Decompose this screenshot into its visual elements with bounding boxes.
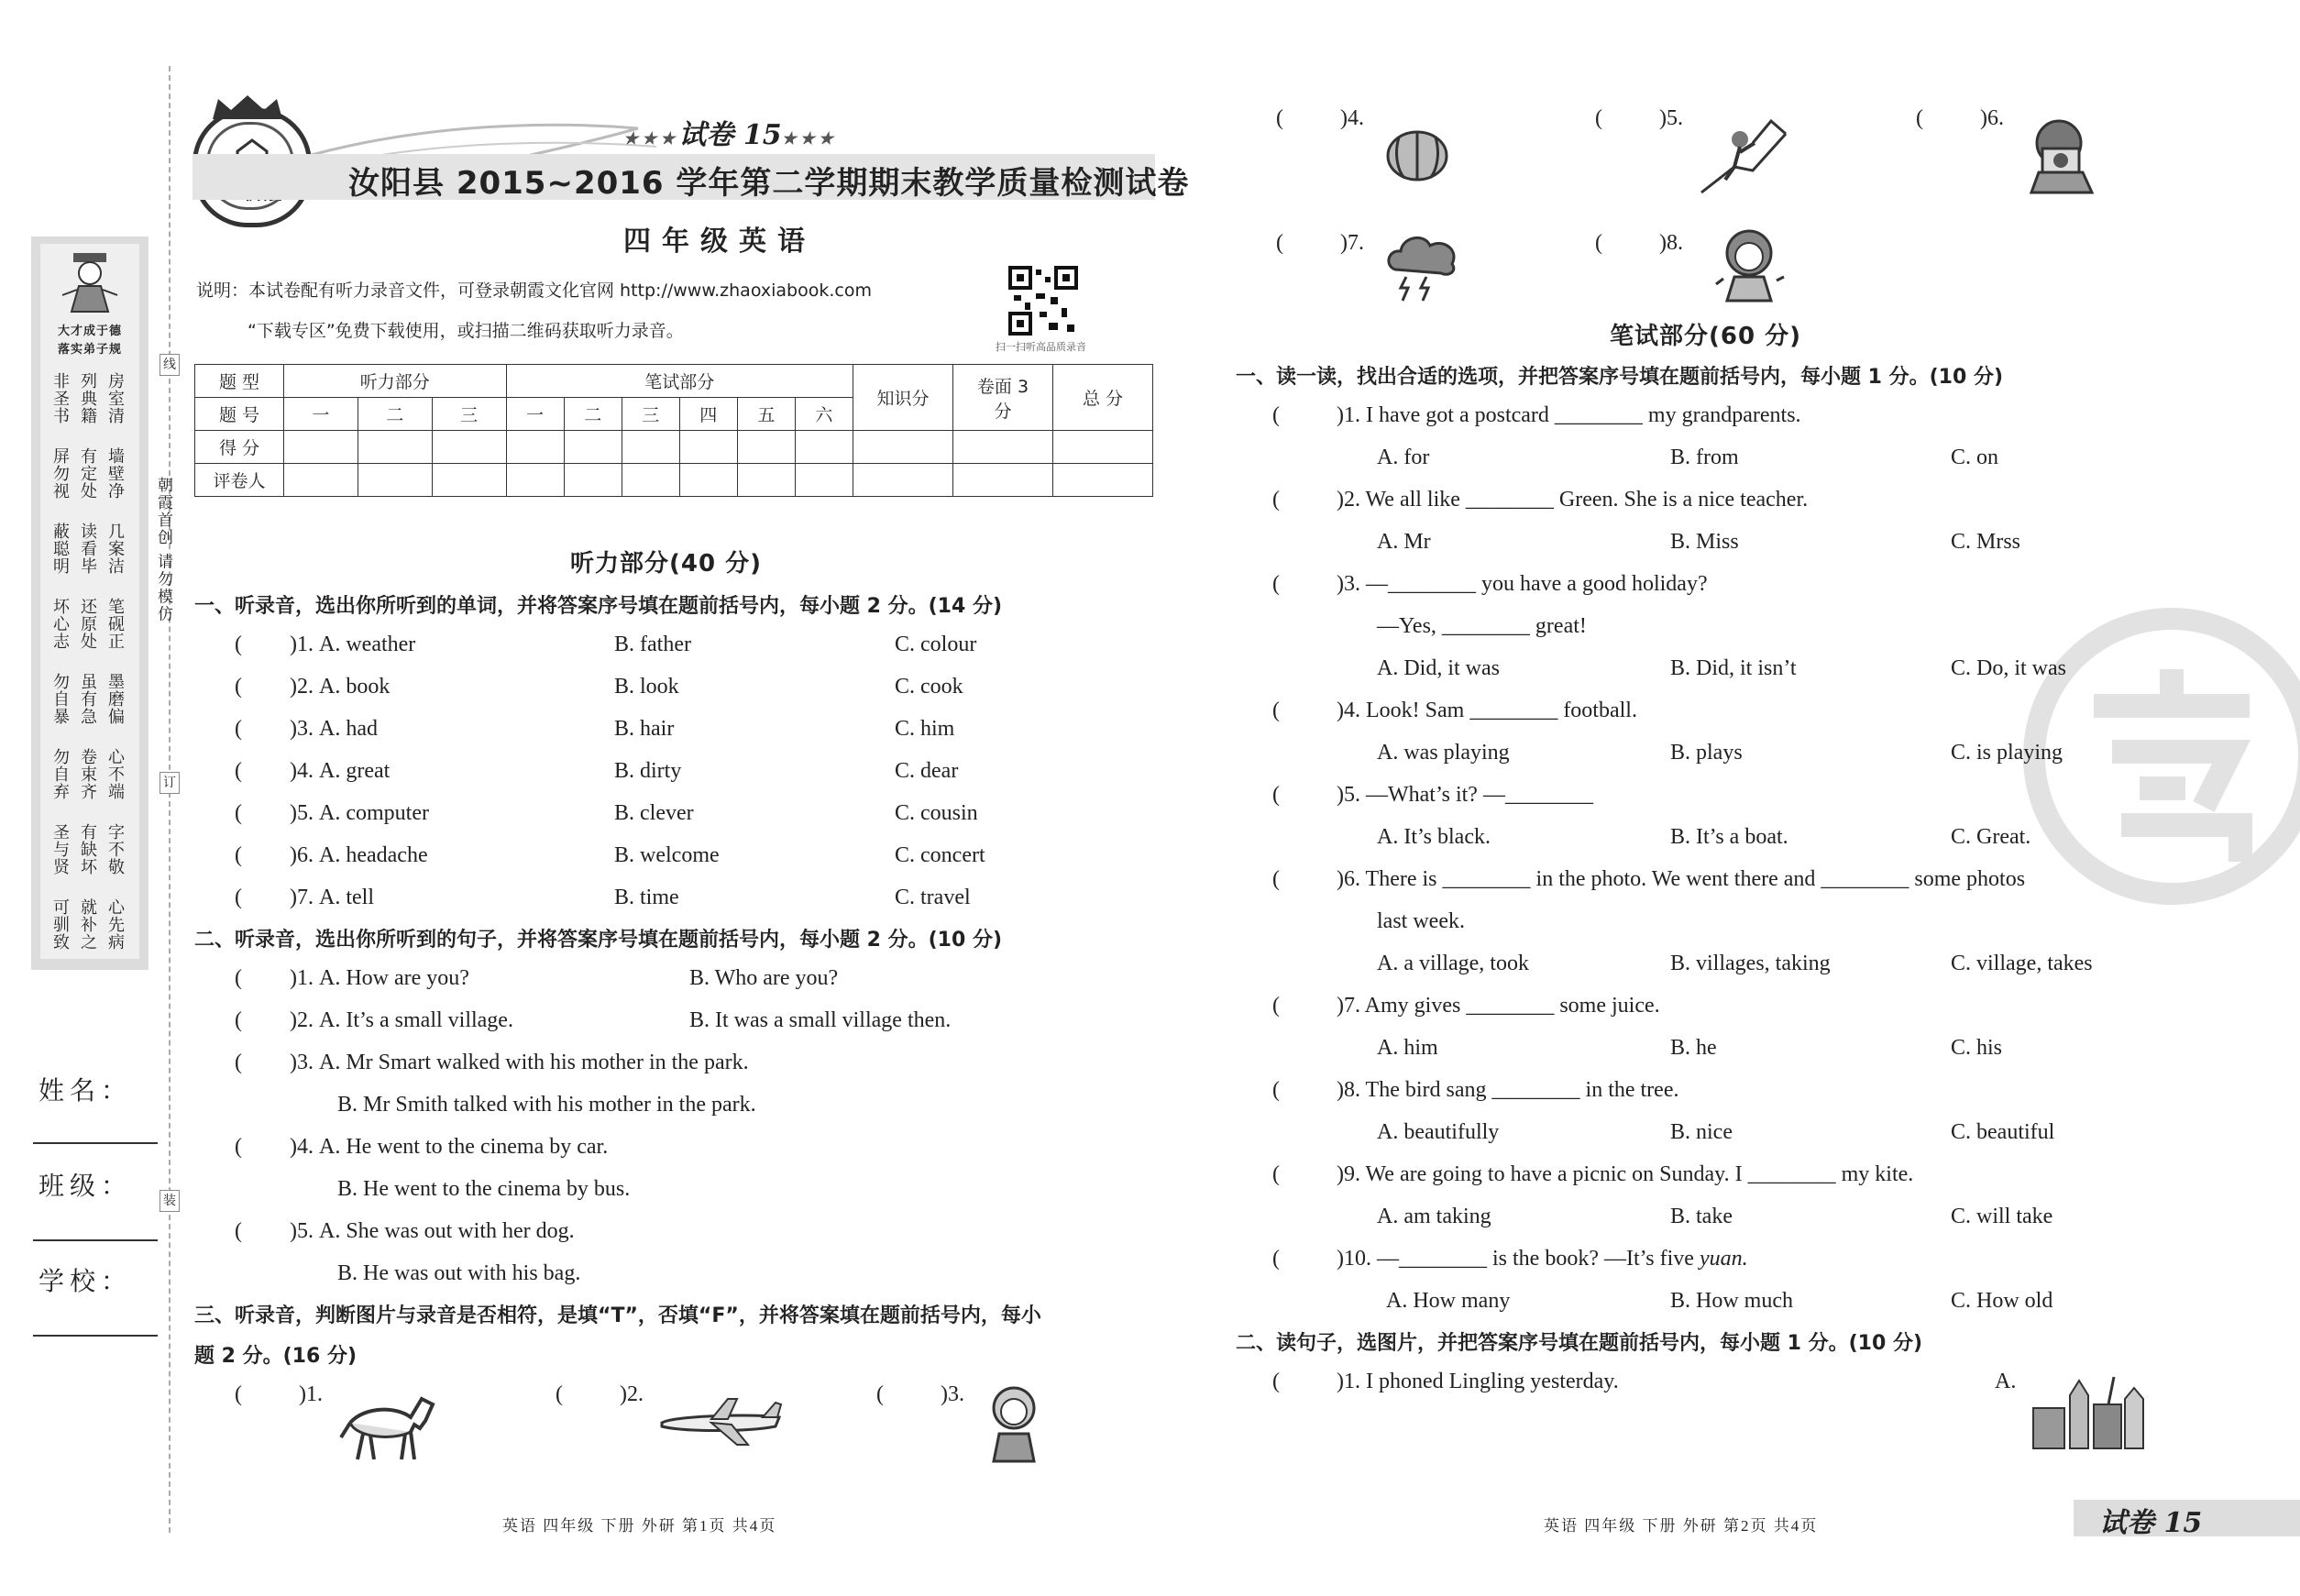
motto-phrase: 心先病 xyxy=(105,898,125,951)
answer-paren[interactable]: ( xyxy=(1272,699,1280,722)
score-cell[interactable] xyxy=(564,431,622,464)
writing-title: 笔试部分(60 分) xyxy=(1610,323,1801,350)
table-header: 总 分 xyxy=(1053,365,1153,431)
option-b[interactable]: B. Mr Smith talked with his mother in the park. xyxy=(337,1093,756,1117)
grader-cell[interactable] xyxy=(506,464,564,497)
reading-question xyxy=(1272,403,2281,446)
option-b[interactable]: B. He went to the cinema by bus. xyxy=(337,1177,631,1201)
cut-mark-1: 线 xyxy=(160,354,180,376)
reading-section-1-title: 一、读一读，找出合适的选项，并把答案序号填在题前括号内，每小题 1 分。(10 分) xyxy=(1236,366,2004,389)
grader-cell[interactable] xyxy=(284,464,358,497)
horse-picture-icon xyxy=(337,1386,438,1465)
picture-item-3: ( )3. xyxy=(876,1382,964,1406)
option-c[interactable]: C. Do, it was xyxy=(1951,656,2066,680)
option-c[interactable]: C. travel xyxy=(895,886,971,909)
question-number: )3. xyxy=(290,1051,314,1074)
score-cell[interactable] xyxy=(953,431,1053,464)
option-c[interactable]: C. How old xyxy=(1951,1289,2053,1313)
answer-paren[interactable]: ( xyxy=(235,759,242,783)
score-cell[interactable] xyxy=(284,431,358,464)
question-number: )6. xyxy=(290,843,314,867)
question-number: )5. xyxy=(290,801,314,825)
option-a[interactable]: A. had xyxy=(319,717,378,741)
reading-options xyxy=(1272,825,2281,867)
motto-phrase: 可驯致 xyxy=(50,898,70,951)
question-text: )3. —________ you have a good holiday? xyxy=(1337,572,1708,596)
page-1-footer: 英语 四年级 下册 外研 第1页 共4页 xyxy=(502,1517,777,1535)
motto-phrase: 非圣书 xyxy=(50,372,70,424)
school-line[interactable] xyxy=(33,1335,158,1337)
question-text: )9. We are going to have a picnic on Sunday. I ________ my kite. xyxy=(1337,1162,1914,1186)
score-cell[interactable] xyxy=(737,431,795,464)
motto-phrase: 墙壁净 xyxy=(105,447,125,500)
option-c[interactable]: C. concert xyxy=(895,843,985,867)
grader-cell[interactable] xyxy=(432,464,506,497)
score-cell[interactable] xyxy=(358,431,432,464)
option-c[interactable]: C. Great. xyxy=(1951,825,2031,849)
notice-line-2: “下载专区”免费下载使用，或扫描二维码获取听力录音。 xyxy=(248,321,684,341)
grader-cell[interactable] xyxy=(853,464,953,497)
listening-item xyxy=(235,633,1151,675)
option-b[interactable]: B. How much xyxy=(1670,1289,1793,1313)
photographer-picture-icon xyxy=(2022,116,2101,194)
motto-phrase: 勿自弃 xyxy=(50,748,70,800)
option-c[interactable]: C. will take xyxy=(1951,1205,2053,1228)
answer-paren[interactable]: ( xyxy=(1272,1247,1280,1271)
option-b[interactable]: B. villages, taking xyxy=(1670,952,1831,975)
option-c[interactable]: C. colour xyxy=(895,633,977,656)
table-cell: 五 xyxy=(737,398,795,431)
table-row-label: 题 号 xyxy=(195,398,284,431)
option-a[interactable]: A. How are you? xyxy=(319,966,469,990)
score-cell[interactable] xyxy=(622,431,679,464)
reading-options xyxy=(1272,656,2281,699)
reading-question xyxy=(1272,783,2281,825)
option-a[interactable]: A. great xyxy=(319,759,391,783)
grader-cell[interactable] xyxy=(795,464,853,497)
option-c[interactable]: C. cook xyxy=(895,675,963,699)
table-cell: 三 xyxy=(622,398,679,431)
option-a[interactable]: A. a village, took xyxy=(1377,952,1529,975)
reading-question xyxy=(1272,572,2281,614)
child-with-bag-picture-icon xyxy=(977,1382,1051,1465)
motto-phrase: 笔砚正 xyxy=(105,598,125,650)
option-b[interactable]: B. Miss xyxy=(1670,530,1739,554)
option-a[interactable]: A. How many xyxy=(1386,1289,1511,1313)
option-c[interactable]: C. is playing xyxy=(1951,741,2063,765)
airplane-picture-icon xyxy=(656,1390,785,1450)
crown-icon xyxy=(209,94,286,121)
table-header: 笔试部分 xyxy=(506,365,853,398)
answer-paren[interactable]: ( xyxy=(235,675,242,699)
listening-item xyxy=(235,717,1151,759)
motto-phrase: 列典籍 xyxy=(78,372,97,424)
reading-options xyxy=(1272,1120,2281,1162)
motto-phrase: 还原处 xyxy=(78,598,97,650)
table-row-label: 评卷人 xyxy=(195,464,284,497)
reading-section-2-q1: ( )1. I phoned Lingling yesterday. xyxy=(1272,1370,1619,1393)
reading-question-continued: —Yes, ________ great! xyxy=(1377,614,1587,638)
storm-cloud-picture-icon xyxy=(1384,229,1461,303)
reading-options xyxy=(1272,741,2281,783)
motto-phrase: 房室清 xyxy=(105,372,125,424)
question-text: )5. —What’s it? —________ xyxy=(1337,783,1593,807)
option-b[interactable]: B. welcome xyxy=(614,843,720,867)
reading-section-2-title: 二、读句子，选图片，并把答案序号填在题前括号内，每小题 1 分。(10 分) xyxy=(1236,1332,1923,1355)
option-a-label: A. xyxy=(1995,1370,2017,1393)
option-a[interactable]: A. am taking xyxy=(1377,1205,1491,1228)
picture-item-8: ( )8. xyxy=(1595,231,1683,255)
option-b[interactable]: B. It was a small village then. xyxy=(689,1008,952,1032)
question-number: )2. xyxy=(290,675,314,699)
reading-question xyxy=(1272,994,2281,1036)
answer-paren[interactable]: ( xyxy=(1272,783,1280,807)
option-a[interactable]: A. It’s black. xyxy=(1377,825,1491,849)
answer-paren[interactable]: ( xyxy=(235,886,242,909)
picture-item-5: ( )5. xyxy=(1595,106,1683,130)
option-b[interactable]: B. Who are you? xyxy=(689,966,839,990)
option-a[interactable]: A. tell xyxy=(319,886,374,909)
question-text: )4. Look! Sam ________ football. xyxy=(1337,699,1637,722)
motto-phrase: 有定处 xyxy=(78,447,97,500)
option-a[interactable]: A. beautifully xyxy=(1377,1120,1500,1144)
picture-item-4: ( )4. xyxy=(1276,106,1364,130)
grader-cell[interactable] xyxy=(358,464,432,497)
option-c[interactable]: C. him xyxy=(895,717,955,741)
question-number: )1. xyxy=(290,966,314,990)
option-a[interactable]: A. Did, it was xyxy=(1377,656,1500,680)
reading-question xyxy=(1272,488,2281,530)
motto-phrase: 墨磨偏 xyxy=(105,673,125,725)
motto-phrase: 卷束齐 xyxy=(78,748,97,800)
listening-section-2-title: 二、听录音，选出你所听到的句子，并将答案序号填在题前括号内，每小题 2 分。(10 分) xyxy=(194,929,1003,952)
motto-phrase: 就补之 xyxy=(78,898,97,951)
motto-phrase: 勿自暴 xyxy=(50,673,70,725)
question-number: )5. xyxy=(290,1219,314,1243)
option-b[interactable]: B. father xyxy=(614,633,691,656)
question-number: )7. xyxy=(290,886,314,909)
motto-phrase: 圣与贤 xyxy=(50,823,70,875)
picture-item-1: ( )1. xyxy=(235,1382,323,1406)
reading-question xyxy=(1272,867,2281,909)
motto-phrase: 虽有急 xyxy=(78,673,97,725)
grader-cell[interactable] xyxy=(564,464,622,497)
answer-paren[interactable]: ( xyxy=(1272,867,1280,891)
question-number: )1. xyxy=(290,633,314,656)
motto-panel xyxy=(31,237,149,970)
school-label: 学校： xyxy=(39,1266,133,1296)
listening-section-1 xyxy=(235,633,1151,928)
score-cell[interactable] xyxy=(679,431,737,464)
motto-phrase: 屏勿视 xyxy=(50,447,70,500)
grader-cell[interactable] xyxy=(1053,464,1153,497)
name-label: 姓名： xyxy=(39,1075,133,1106)
class-line[interactable] xyxy=(33,1239,158,1241)
question-text: )7. Amy gives ________ some juice. xyxy=(1337,994,1660,1018)
option-b[interactable]: B. time xyxy=(614,886,679,909)
listening-section-1-title: 一、听录音，选出你所听到的单词，并将答案序号填在题前括号内，每小题 2 分。(14 分) xyxy=(194,595,1003,618)
picture-item-6: ( )6. xyxy=(1916,106,2004,130)
grader-cell[interactable] xyxy=(953,464,1053,497)
option-b[interactable]: B. plays xyxy=(1670,741,1743,765)
option-b[interactable]: B. he xyxy=(1670,1036,1717,1060)
option-a[interactable]: A. headache xyxy=(319,843,428,867)
reading-question xyxy=(1272,1247,2281,1289)
option-b[interactable]: B. It’s a boat. xyxy=(1670,825,1788,849)
option-a[interactable]: A. She was out with her dog. xyxy=(319,1219,575,1243)
reading-section-1 xyxy=(1272,403,2281,1331)
question-number: )2. xyxy=(290,1008,314,1032)
motto-head-2: 落实弟子规 xyxy=(57,343,122,357)
table-cell: 四 xyxy=(679,398,737,431)
cut-mark-3: 装 xyxy=(160,1190,180,1212)
option-c[interactable]: C. cousin xyxy=(895,801,978,825)
option-a[interactable]: A. weather xyxy=(319,633,416,656)
option-b[interactable]: B. dirty xyxy=(614,759,682,783)
option-a[interactable]: A. He went to the cinema by car. xyxy=(319,1135,609,1159)
paper-number: ★★★试卷 15★★★ xyxy=(623,119,838,151)
answer-paren[interactable]: ( xyxy=(1272,572,1280,596)
option-c[interactable]: C. his xyxy=(1951,1036,2003,1060)
scholar-illustration-icon xyxy=(61,249,119,315)
table-cell: 二 xyxy=(358,398,432,431)
option-c[interactable]: C. village, takes xyxy=(1951,952,2093,975)
motto-phrase: 心不端 xyxy=(105,748,125,800)
answer-paren[interactable]: ( xyxy=(235,717,242,741)
option-a[interactable]: A. him xyxy=(1377,1036,1438,1060)
climbing-picture-icon xyxy=(1698,116,1789,194)
answer-paren[interactable]: ( xyxy=(1272,1162,1280,1186)
option-a[interactable]: A. Mr Smart walked with his mother in the park. xyxy=(319,1051,749,1074)
reading-question-continued: last week. xyxy=(1377,909,1465,933)
listening-section-3-title-1: 三、听录音，判断图片与录音是否相符，是填“T”，否填“F”，并将答案填在题前括号内，每小 xyxy=(194,1304,1041,1327)
option-c[interactable]: C. on xyxy=(1951,446,1999,469)
reading-options xyxy=(1272,1036,2281,1078)
question-text: )10. —________ is the book? —It’s five xyxy=(1337,1247,1700,1271)
watermelon-picture-icon xyxy=(1384,128,1450,183)
listening-section-2: ( )1. A. How are you? B. Who are you? ( )2. A. It’s a small village. B. It was a small village then. ( )3. A. Mr Smart walked with his mother in the park. B. Mr Smith talked with his mother in the park. ( )4. A. He went to the cinema by car. B. He went to the cinema by bus. ( )5. A. She was out with her dog. B. He was out with his bag. xyxy=(235,966,952,1285)
table-header: 听力部分 xyxy=(284,365,507,398)
table-cell: 六 xyxy=(795,398,853,431)
corner-paper-number: 试卷 15 xyxy=(2099,1507,2203,1539)
option-b[interactable]: B. nice xyxy=(1670,1120,1733,1144)
option-b[interactable]: B. from xyxy=(1670,446,1739,469)
score-cell[interactable] xyxy=(853,431,953,464)
answer-paren[interactable]: ( xyxy=(1272,1078,1280,1102)
question-text: )6. There is ________ in the photo. We went there and ________ some photos xyxy=(1337,867,2026,891)
class-label: 班级： xyxy=(39,1171,133,1201)
option-c[interactable]: C. Mrss xyxy=(1951,530,2021,554)
question-text-italic: yuan. xyxy=(1699,1247,1748,1271)
option-a[interactable]: A. book xyxy=(319,675,391,699)
reading-options xyxy=(1272,1205,2281,1247)
option-a[interactable]: A. It’s a small village. xyxy=(319,1008,513,1032)
reading-options xyxy=(1272,952,2281,994)
reading-options xyxy=(1272,530,2281,572)
question-number: )4. xyxy=(290,759,314,783)
copyright-vertical-note: 朝霞首创 请勿模仿 xyxy=(154,477,172,623)
motto-phrase: 字不敬 xyxy=(105,823,125,875)
listening-item xyxy=(235,886,1151,928)
reading-options xyxy=(1272,446,2281,488)
answer-paren[interactable]: ( xyxy=(235,801,242,825)
score-cell[interactable] xyxy=(1053,431,1153,464)
listening-section-3-title-2: 题 2 分。(16 分) xyxy=(194,1345,358,1368)
notice-line-1: 说明：本试卷配有听力录音文件，可登录朝霞文化官网 http://www.zhaoxiabook.com xyxy=(196,281,872,301)
motto-phrase: 读看毕 xyxy=(78,523,97,575)
picture-item-7: ( )7. xyxy=(1276,231,1364,255)
table-header: 知识分 xyxy=(853,365,953,431)
binding-dashed-line xyxy=(169,66,171,1533)
option-b[interactable]: B. He was out with his bag. xyxy=(337,1261,581,1285)
reading-question xyxy=(1272,699,2281,741)
question-text: )8. The bird sang ________ in the tree. xyxy=(1337,1078,1679,1102)
drinks-and-food-picture-icon xyxy=(2030,1371,2158,1450)
listening-title: 听力部分(40 分) xyxy=(570,550,762,578)
option-b[interactable]: B. clever xyxy=(614,801,694,825)
score-cell[interactable] xyxy=(795,431,853,464)
option-a[interactable]: A. Mr xyxy=(1377,530,1431,554)
girl-on-phone-picture-icon xyxy=(1712,226,1786,303)
table-cell: 三 xyxy=(432,398,506,431)
score-table xyxy=(194,364,1153,497)
qr-code-icon[interactable] xyxy=(1008,266,1078,336)
answer-paren[interactable]: ( xyxy=(1272,403,1280,427)
subject-title: 四年级英语 xyxy=(623,226,816,258)
table-cell: 一 xyxy=(506,398,564,431)
grader-cell[interactable] xyxy=(679,464,737,497)
question-text: )1. I have got a postcard ________ my grandparents. xyxy=(1337,403,1801,427)
table-header: 题 型 xyxy=(195,365,284,398)
option-c[interactable]: C. dear xyxy=(895,759,959,783)
listening-item xyxy=(235,843,1151,886)
answer-paren[interactable]: ( xyxy=(1272,488,1280,512)
listening-item xyxy=(235,675,1151,717)
question-number: )3. xyxy=(290,717,314,741)
listening-item xyxy=(235,801,1151,843)
motto-phrase: 几案洁 xyxy=(105,523,125,575)
table-cell: 一 xyxy=(284,398,358,431)
listening-item xyxy=(235,759,1151,801)
option-a[interactable]: A. for xyxy=(1377,446,1430,469)
option-a[interactable]: A. was playing xyxy=(1377,741,1510,765)
answer-paren[interactable]: ( xyxy=(235,843,242,867)
grader-cell[interactable] xyxy=(622,464,679,497)
score-cell[interactable] xyxy=(506,431,564,464)
cut-mark-2: 订 xyxy=(160,772,180,794)
option-b[interactable]: B. look xyxy=(614,675,679,699)
question-text: )2. We all like ________ Green. She is a nice teacher. xyxy=(1337,488,1809,512)
table-header: 卷面 3分 xyxy=(953,365,1053,431)
name-line[interactable] xyxy=(33,1142,158,1144)
reading-question xyxy=(1272,1162,2281,1205)
question-number: )4. xyxy=(290,1135,314,1159)
motto-phrase: 有缺坏 xyxy=(78,823,97,875)
grader-cell[interactable] xyxy=(737,464,795,497)
motto-head-1: 大才成于德 xyxy=(57,325,122,338)
score-cell[interactable] xyxy=(432,431,506,464)
picture-item-2: ( )2. xyxy=(556,1382,644,1406)
motto-phrase: 蔽聪明 xyxy=(50,523,70,575)
answer-paren[interactable]: ( xyxy=(235,633,242,656)
exam-title: 汝阳县 2015~2016 学年第二学期期末教学质量检测试卷 xyxy=(348,165,1190,202)
answer-paren[interactable]: ( xyxy=(1272,994,1280,1018)
table-row-label: 得 分 xyxy=(195,431,284,464)
motto-phrase: 坏心志 xyxy=(50,598,70,650)
qr-caption: 扫一扫听高品质录音 xyxy=(996,341,1086,353)
option-b[interactable]: B. Did, it isn’t xyxy=(1670,656,1797,680)
option-c[interactable]: C. beautiful xyxy=(1951,1120,2055,1144)
option-b[interactable]: B. hair xyxy=(614,717,675,741)
table-cell: 二 xyxy=(564,398,622,431)
option-b[interactable]: B. take xyxy=(1670,1205,1733,1228)
page-2-footer: 英语 四年级 下册 外研 第2页 共4页 xyxy=(1544,1517,1819,1535)
option-a[interactable]: A. computer xyxy=(319,801,429,825)
reading-options xyxy=(1272,1289,2281,1331)
reading-question xyxy=(1272,1078,2281,1120)
